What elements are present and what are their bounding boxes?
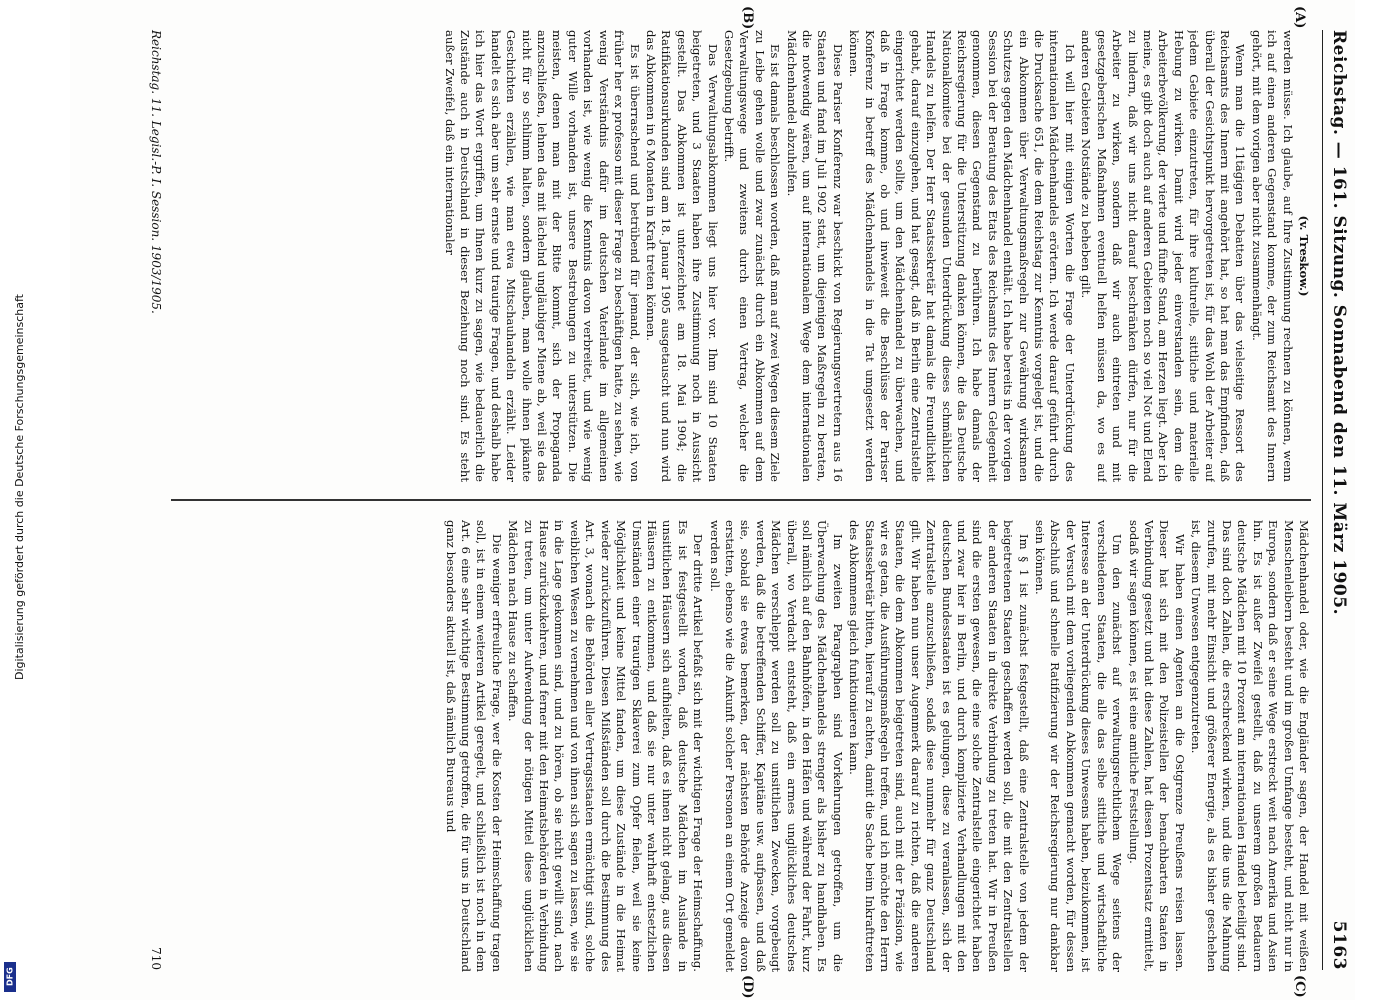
- digitization-credit-text: Digitalisierung gefördert durch die Deutsche Forschungsgemeinschaft: [13, 294, 26, 680]
- page-number: 5163: [1329, 920, 1349, 970]
- paragraph: werden müsse. Ich glaube, auf Ihre Zustimmung rechnen zu können, wenn ich auf einen anderen Gegenstand komme, der zum Reichsamt des Innern gehört, mit dem vorigen aber nicht zusammenhängt.: [1249, 30, 1295, 482]
- speaker-name: (v. Treskow.): [1297, 215, 1311, 297]
- document-page: [70, 0, 1355, 1000]
- paragraph: Der dritte Artikel befaßt sich mit der wichtigen Frage der Heimschaffung. Es ist festgestellt worden, daß deutsche Mädchen im Auslande in unsittlichen Häusern sich aufhielten, daß es ihnen nicht gelang, aus diesen Häusern zu entkommen, und daß sie nur unter wahrhaft entsetzlichen Umständen einer traurigen Sklaverei zum Opfer fielen, weil sie keine Möglichkeit und keine Mittel fanden, um diese Zustände in die Heimat wieder zurückzuführen. Diesen Mißständen soll durch die Bestimmung des Art. 3, wonach die Behörden aller Vertragsstaaten ermächtigt sind, solche weiblichen Wesen zu vernehmen und von ihnen sich sagen zu lassen, wie sie in die Lage gekommen sind, und zu hören, ob sie nicht gewillt sind, nach Hause zurückzukehren, und ferner mit den Heimatsbehörden in Verbindung zu treten, um unter Aufwendung der nötigen Mittel diese unglücklichen Mädchen nach Hause zu schaffen.: [506, 520, 706, 972]
- right-text-column: [171, 520, 1311, 972]
- paragraph: Es ist überraschend und betrübend für jemand, der sich, wie ich, von früher her ex professo mit dieser Frage zu beschäftigen hatte, zu sehen, wie wenig Verständnis dafür im deutschen Vaterlande im allgemeinen vorhanden ist, wie wenig die Kenntnis davon verbreitet, und wie wenig guter Wille vorhanden ist, unsere Bestrebungen zu unterstützen. Die meisten, denen man mit der Bitte kommt, sich der Propaganda anzuschließen, lehnen das mit lächelnd ungläubiger Miene ab, weil sie das nicht für so schlimm halten, sondern glauben, man wolle ihnen pikante Geschichten erzählen, wie man etwa Mitschauhandeln erzählt. Leider handelt es sich aber um sehr ernste und traurige Fragen, und deshalb habe ich hier das Wort ergriffen, um Ihnen kurz zu sagen, wie bedauerlich die Zustände auch in Deutschland in dieser Beziehung noch sind. Es steht außer Zweifel, daß ein internationaler: [442, 30, 642, 482]
- page-header: [1322, 30, 1355, 970]
- running-head: Reichstag. — 161. Sitzung. Sonnabend den 11. März 1905.: [1329, 30, 1349, 615]
- column-divider: [171, 499, 1311, 501]
- page-footer-source: Reichstag. 11. Legisl.-P. I. Session. 1903/1905.: [149, 30, 163, 314]
- paragraph: Wir haben einen Agenten an die Ostgrenze Preußens reisen lassen. Dieser hat sich mit den Polizeistellen der benachbarten Staaten in Verbindung gesetzt und hat diese Zahlen, hat diesen Prozentsatz ermittelt, sodaß wir sagen können, es ist eine amtliche Feststellung.: [1126, 520, 1187, 972]
- page-footer-number: 710: [149, 947, 163, 970]
- digitization-credit-bar: [0, 0, 40, 1000]
- paragraph: Das Verwaltungsabkommen liegt uns hier vor. Ihm sind 10 Staaten beigetreten, und 3 Staaten haben ihre Zustimmung noch in Aussicht gestellt. Das Abkommen ist unterzeichnet am 18. Mai 1904; die Ratifikationsurkunden sind am 18. Januar 1905 ausgetauscht und nun wird das Abkommen in 6 Monaten in Kraft treten können.: [643, 30, 720, 482]
- paragraph: Im § 1 ist zunächst festgestellt, daß eine Zentralstelle von jedem der beigetretenen Staaten geschaffen werden soll, die mit den Zentralstellen der anderen Staaten in direkte Verbindung zu treten hat. Wir in Preußen sind die ersten gewesen, die eine solche Zentralstelle eingerichtet haben und zwar hier in Berlin, und durch komplizierte Verhandlungen mit den deutschen Bundesstaaten ist es gelungen, diese zu veranlassen, sich der Zentralstelle anzuschließen, sodaß diese nunmehr für ganz Deutschland gilt. Wir haben nun unser Augenmerk darauf zu richten, daß die anderen Staaten, die dem Abkommen beigetreten sind, auch mit der Präzision, wie wir es getan, die Ausführungsmaßregeln treffen, und ich möchte den Herrn Staatssekretär bitten, hierauf zu achten, damit die Sache beim Inkrafttreten des Abkommens gleich funktionieren kann.: [847, 520, 1031, 972]
- margin-mark-c: (C): [1292, 975, 1307, 998]
- paragraph: Um den zunächst auf verwaltungsrechtlichem Wege seitens der verschiedenen Staaten, die alle das selbe sittliche und wirtschaftliche Interesse an der Unterdrückung dieses Unwesens haben, beizukommen, ist der Versuch mit dem vorliegenden Abkommen gemacht worden, für dessen Abschluß und schnelle Ratifizierung wir der Reichsregierung nur dankbar sein können.: [1033, 520, 1125, 972]
- paragraph: Die weniger erfreuliche Frage, wer die Kosten der Heimschaffung tragen soll, ist in einem weiteren Artikel geregelt, und schließlich ist noch in dem Art. 6 eine sehr wichtige Bestimmung getroffen, die für uns in Deutschland ganz besonders aktuell ist, daß nämlich Bureaus und: [443, 520, 504, 972]
- paragraph: Mädchenhandel oder, wie die Engländer sagen, der Handel mit weißen Menschenleibern besteht und im großen Umfange besteht, und nicht nur in Europa, sondern daß er seine Wege erstreckt weit nach Amerika und Asien hin. Es ist außer Zweifel gestellt, daß zu unserem großen Bedauern deutsche Mädchen mit 10 Prozent am internationalen Handel beteiligt sind. Das sind doch Zahlen, die erschreckend wirken, und die uns die Mahnung zurufen, mit mehr Einsicht und größerer Energie, als es bisher geschehen ist, diesem Unwesen entgegenzutreten.: [1189, 520, 1311, 972]
- margin-mark-a: (A): [1292, 6, 1307, 29]
- margin-mark-d: (D): [740, 975, 755, 999]
- dfg-logo: DFG: [4, 962, 16, 992]
- paragraph: Ich will hier mit einigen Worten die Frage der Unterdrückung des internationalen Mädchenhandels erörtern. Ich werde darauf geführt durch die Drucksache 651, die dem Reichstag zur Kenntnis vorgelegt ist, und die ein Abkommen über Verwaltungsmaßregeln zur Gewährung wirksamen Schutzes gegen den Mädchenhandel enthält. Ich habe bereits in der vorigen Session bei der Beratung des Etats des Reichsamts des Innern Gelegenheit genommen, diesen Gegenstand zu berühren. Ich habe damals der Reichsregierung für die Unterstützung danken können, die das Deutsche Nationalkomitee bei der gesunden Unterdrückung dieses schmählichen Handels zu helfen. Der Herr Staatssekretär hat damals die Freundlichkeit gehabt, darauf einzugehen, und hat gesagt, daß in Berlin eine Zentralstelle eingerichtet werden sollte, um den Mädchenhandel zu überwachen, und daß in Frage komme, ob und inwieweit die Beschlüsse der Pariser Konferenz in betreff des Mädchenhandels in die Tat umgesetzt werden können.: [847, 30, 1077, 482]
- paragraph: Im zweiten Paragraphen sind Vorkehrungen getroffen, um die Überwachung des Mädchenhandels strenger als bisher zu handhaben. Es soll nämlich auf den Bahnhöfen, in den Häfen und während der Fahrt, kurz überall, wo Verdacht entsteht, daß ein armes unglückliches deutsches Mädchen verschleppt werden soll zu unsittlichen Zwecken, vorgebeugt werden, daß die betreffenden Schiffer, Kapitäne usw. aufpassen, und daß sie, sobald sie etwas bemerken, der nächsten Behörde Anzeige davon erstatten, ebenso wie die Ankunft solcher Personen an einem Ort gemeldet werden soll.: [707, 520, 845, 972]
- paragraph: Diese Pariser Konferenz war beschickt von Regierungsvertretern aus 16 Staaten und fand im Juli 1902 statt, um diejenigen Maßregeln zu beraten, die notwendig wären, um auf internationalem Wege dem internationalen Mädchenhandel abzuhelfen.: [784, 30, 845, 482]
- left-text-column: [171, 30, 1311, 482]
- paragraph: Wenn man die 11tägigen Debatten über das vielseitige Ressort des Reichsamts des Innern mit angehört hat, so hat man das Empfinden, daß überall der Gesichtspunkt hervorgetreten ist, für das Wohl der Arbeiter auf jedem Gebiete einzutreten, für ihre kulturelle, sittliche und materielle Hebung zu wirken. Damit wird jeder einverstanden sein, dem die Arbeiterbevölkerung, der vierte und fünfte Stand, am Herzen liegt. Aber ich meine, es gibt doch auch auf anderen Gebieten noch so viel Not und Elend zu lindern, daß wir uns nicht darauf beschränken dürfen, nur für die Arbeiter zu wirken, sondern daß wir auch eintreten und mit gesetzgeberischen Maßnahmen eventuell helfen müssen da, wo es auf anderen Gebieten Notstände zu beheben gilt.: [1079, 30, 1248, 482]
- margin-mark-b: (B): [740, 6, 755, 30]
- paragraph: Es ist damals beschlossen worden, daß man auf zwei Wegen diesem Ziele zu Leibe gehen wolle und zwar zunächst durch ein Abkommen auf dem Verwaltungswege und zweitens durch einen Vertrag, welcher die Gesetzgebung betrifft.: [721, 30, 783, 482]
